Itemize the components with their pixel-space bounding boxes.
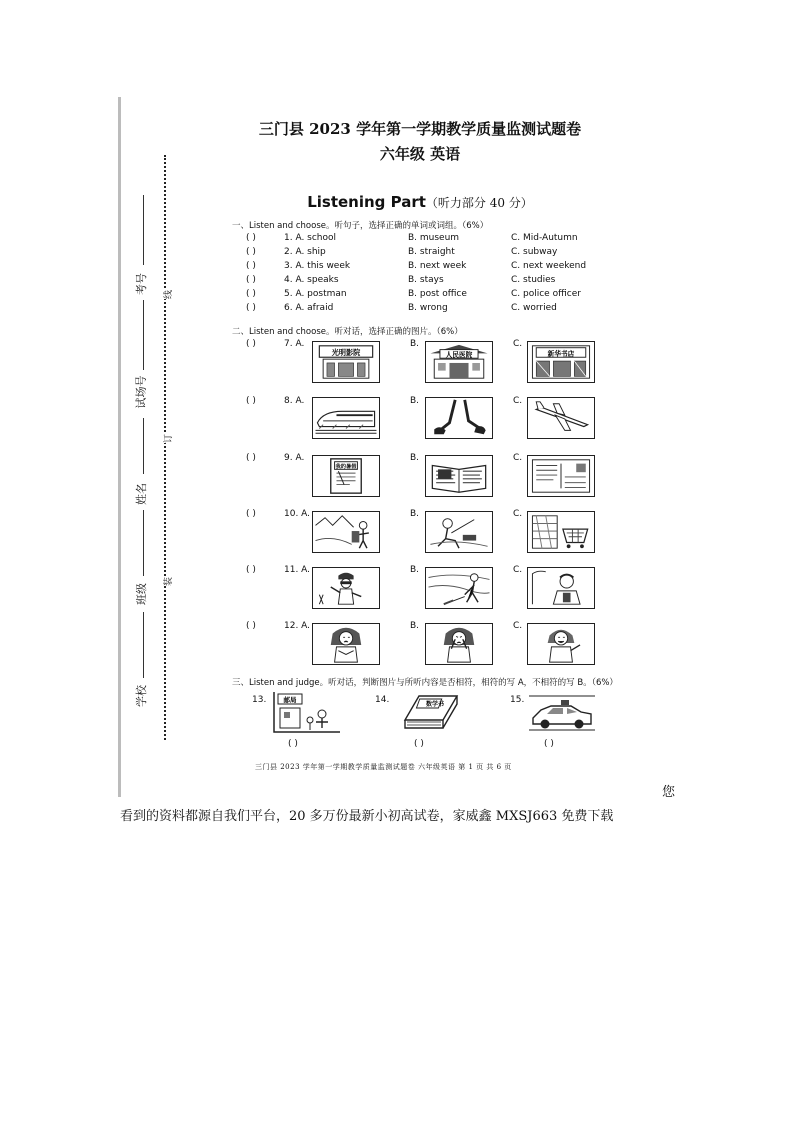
answer-paren[interactable]: ( ) bbox=[246, 289, 256, 299]
option-a: 1. A. school bbox=[284, 233, 337, 243]
question-number: 15. bbox=[510, 695, 525, 705]
section1-heading: 一、Listen and choose。听句子，选择正确的单词或词组。（6%） bbox=[232, 221, 489, 231]
option-c-label: C. bbox=[513, 396, 523, 406]
question-number: 14. bbox=[375, 695, 390, 705]
option-b-label: B. bbox=[410, 621, 420, 631]
option-c: C. worried bbox=[511, 303, 557, 313]
field-rule bbox=[143, 510, 144, 576]
option-a: 3. A. this week bbox=[284, 261, 351, 271]
option-c-label: C. bbox=[513, 621, 523, 631]
option-b-label: B. bbox=[410, 565, 420, 575]
option-b: B. straight bbox=[408, 247, 455, 257]
judge-paren[interactable]: ( ) bbox=[414, 739, 424, 749]
happy-girl-picture[interactable] bbox=[527, 623, 595, 665]
question-number: 13. bbox=[252, 695, 267, 705]
field-rule bbox=[143, 195, 144, 265]
cinema-sign: 光明影院 bbox=[331, 347, 361, 357]
question-number: 9. A. bbox=[284, 453, 305, 463]
option-b: B. stays bbox=[408, 275, 444, 285]
math-book-picture bbox=[395, 690, 465, 735]
answer-paren[interactable]: ( ) bbox=[246, 303, 256, 313]
post-office-sign: 邮局 bbox=[283, 696, 297, 704]
police-officer-picture[interactable] bbox=[312, 567, 380, 609]
question-number: 7. A. bbox=[284, 339, 305, 349]
option-b-label: B. bbox=[410, 453, 420, 463]
open-book-picture[interactable] bbox=[425, 455, 493, 497]
answer-paren[interactable]: ( ) bbox=[246, 396, 256, 406]
walking-feet-picture[interactable] bbox=[425, 397, 493, 439]
train-picture[interactable] bbox=[312, 397, 380, 439]
section2-heading: 二、Listen and choose。听对话，选择正确的图片。（6%） bbox=[232, 327, 463, 337]
cinema-picture[interactable] bbox=[312, 341, 380, 383]
option-a: 4. A. speaks bbox=[284, 275, 339, 285]
binding-mark-zhuang: 装 bbox=[161, 577, 174, 586]
option-b: B. post office bbox=[408, 289, 467, 299]
answer-paren[interactable]: ( ) bbox=[246, 339, 256, 349]
option-c: C. police officer bbox=[511, 289, 581, 299]
bookstore-sign: 新华书店 bbox=[547, 349, 575, 358]
option-c: C. Mid-Autumn bbox=[511, 233, 578, 243]
option-c: C. subway bbox=[511, 247, 558, 257]
field-label-class: 班级 bbox=[135, 583, 148, 605]
field-label-name: 姓名 bbox=[135, 483, 148, 505]
question-number: 12. A. bbox=[284, 621, 311, 631]
field-rule bbox=[143, 300, 144, 370]
question-number: 8. A. bbox=[284, 396, 305, 406]
answer-paren[interactable]: ( ) bbox=[246, 275, 256, 285]
answer-paren[interactable]: ( ) bbox=[246, 565, 256, 575]
judge-paren[interactable]: ( ) bbox=[544, 739, 554, 749]
sweeping-street-picture[interactable] bbox=[425, 567, 493, 609]
plane-picture[interactable] bbox=[527, 397, 595, 439]
listening-part-score: （听力部分 40 分） bbox=[425, 196, 533, 210]
scan-edge bbox=[118, 97, 121, 797]
pilot-picture[interactable] bbox=[527, 567, 595, 609]
question-number: 11. A. bbox=[284, 565, 311, 575]
answer-paren[interactable]: ( ) bbox=[246, 453, 256, 463]
answer-paren[interactable]: ( ) bbox=[246, 509, 256, 519]
diary-title: 我的暑假 bbox=[335, 463, 357, 470]
bookstore-picture[interactable] bbox=[527, 341, 595, 383]
option-b-label: B. bbox=[410, 396, 420, 406]
option-c-label: C. bbox=[513, 565, 523, 575]
answer-paren[interactable]: ( ) bbox=[246, 247, 256, 257]
binding-line bbox=[164, 155, 166, 740]
page-footer: 三门县 2023 学年第一学期教学质量监测试题卷 六年级英语 第 1 页 共 6 页 bbox=[255, 763, 512, 771]
field-label-shichanghao: 试场号 bbox=[134, 375, 148, 409]
hospital-picture[interactable] bbox=[425, 341, 493, 383]
mountain-climbing-picture[interactable] bbox=[312, 511, 380, 553]
section3-heading: 三、Listen and judge。听对话，判断图片与所听内容是否相符，相符的写 A，不相符的写 B。（6%） bbox=[232, 678, 618, 688]
option-c-label: C. bbox=[513, 339, 523, 349]
answer-paren[interactable]: ( ) bbox=[246, 233, 256, 243]
postcard-picture[interactable] bbox=[527, 455, 595, 497]
answer-paren[interactable]: ( ) bbox=[246, 261, 256, 271]
judge-paren[interactable]: ( ) bbox=[288, 739, 298, 749]
diary-book-picture[interactable] bbox=[312, 455, 380, 497]
option-a: 2. A. ship bbox=[284, 247, 326, 257]
field-label-kaohao: 考号 bbox=[135, 273, 148, 295]
option-c: C. studies bbox=[511, 275, 556, 285]
notice-line2: 看到的资料都源自我们平台，20 多万份最新小初高试卷，家威鑫 MXSJ663 免费下载 bbox=[120, 809, 614, 824]
exam-title: 三门县 2023 学年第一学期教学质量监测试题卷 bbox=[258, 120, 582, 138]
taxi-picture bbox=[527, 690, 597, 735]
option-c: C. next weekend bbox=[511, 261, 587, 271]
fishing-picture[interactable] bbox=[425, 511, 493, 553]
question-number: 10. A. bbox=[284, 509, 311, 519]
option-b-label: B. bbox=[410, 339, 420, 349]
post-office-picture bbox=[272, 690, 342, 735]
math-book-title: 数学书 bbox=[425, 701, 445, 708]
option-c-label: C. bbox=[513, 453, 523, 463]
binding-mark-line: 线 bbox=[161, 290, 174, 299]
option-a: 6. A. afraid bbox=[284, 303, 334, 313]
listening-part-heading bbox=[255, 193, 585, 211]
notice-line1: 您 bbox=[662, 785, 676, 800]
option-b-label: B. bbox=[410, 509, 420, 519]
worried-girl-picture[interactable] bbox=[425, 623, 493, 665]
exam-subtitle: 六年级 英语 bbox=[379, 145, 461, 163]
field-label-school: 学校 bbox=[135, 685, 148, 707]
option-b: B. next week bbox=[408, 261, 467, 271]
shopping-cart-picture[interactable] bbox=[527, 511, 595, 553]
answer-paren[interactable]: ( ) bbox=[246, 621, 256, 631]
option-c-label: C. bbox=[513, 509, 523, 519]
field-rule bbox=[143, 418, 144, 474]
listening-part-title: Listening Part bbox=[307, 193, 426, 211]
hospital-sign: 人民医院 bbox=[445, 350, 473, 359]
field-rule bbox=[143, 612, 144, 678]
option-b: B. wrong bbox=[408, 303, 448, 313]
option-b: B. museum bbox=[408, 233, 460, 243]
binding-mark-ding: 订 bbox=[161, 434, 174, 443]
sick-girl-picture[interactable] bbox=[312, 623, 380, 665]
option-a: 5. A. postman bbox=[284, 289, 347, 299]
